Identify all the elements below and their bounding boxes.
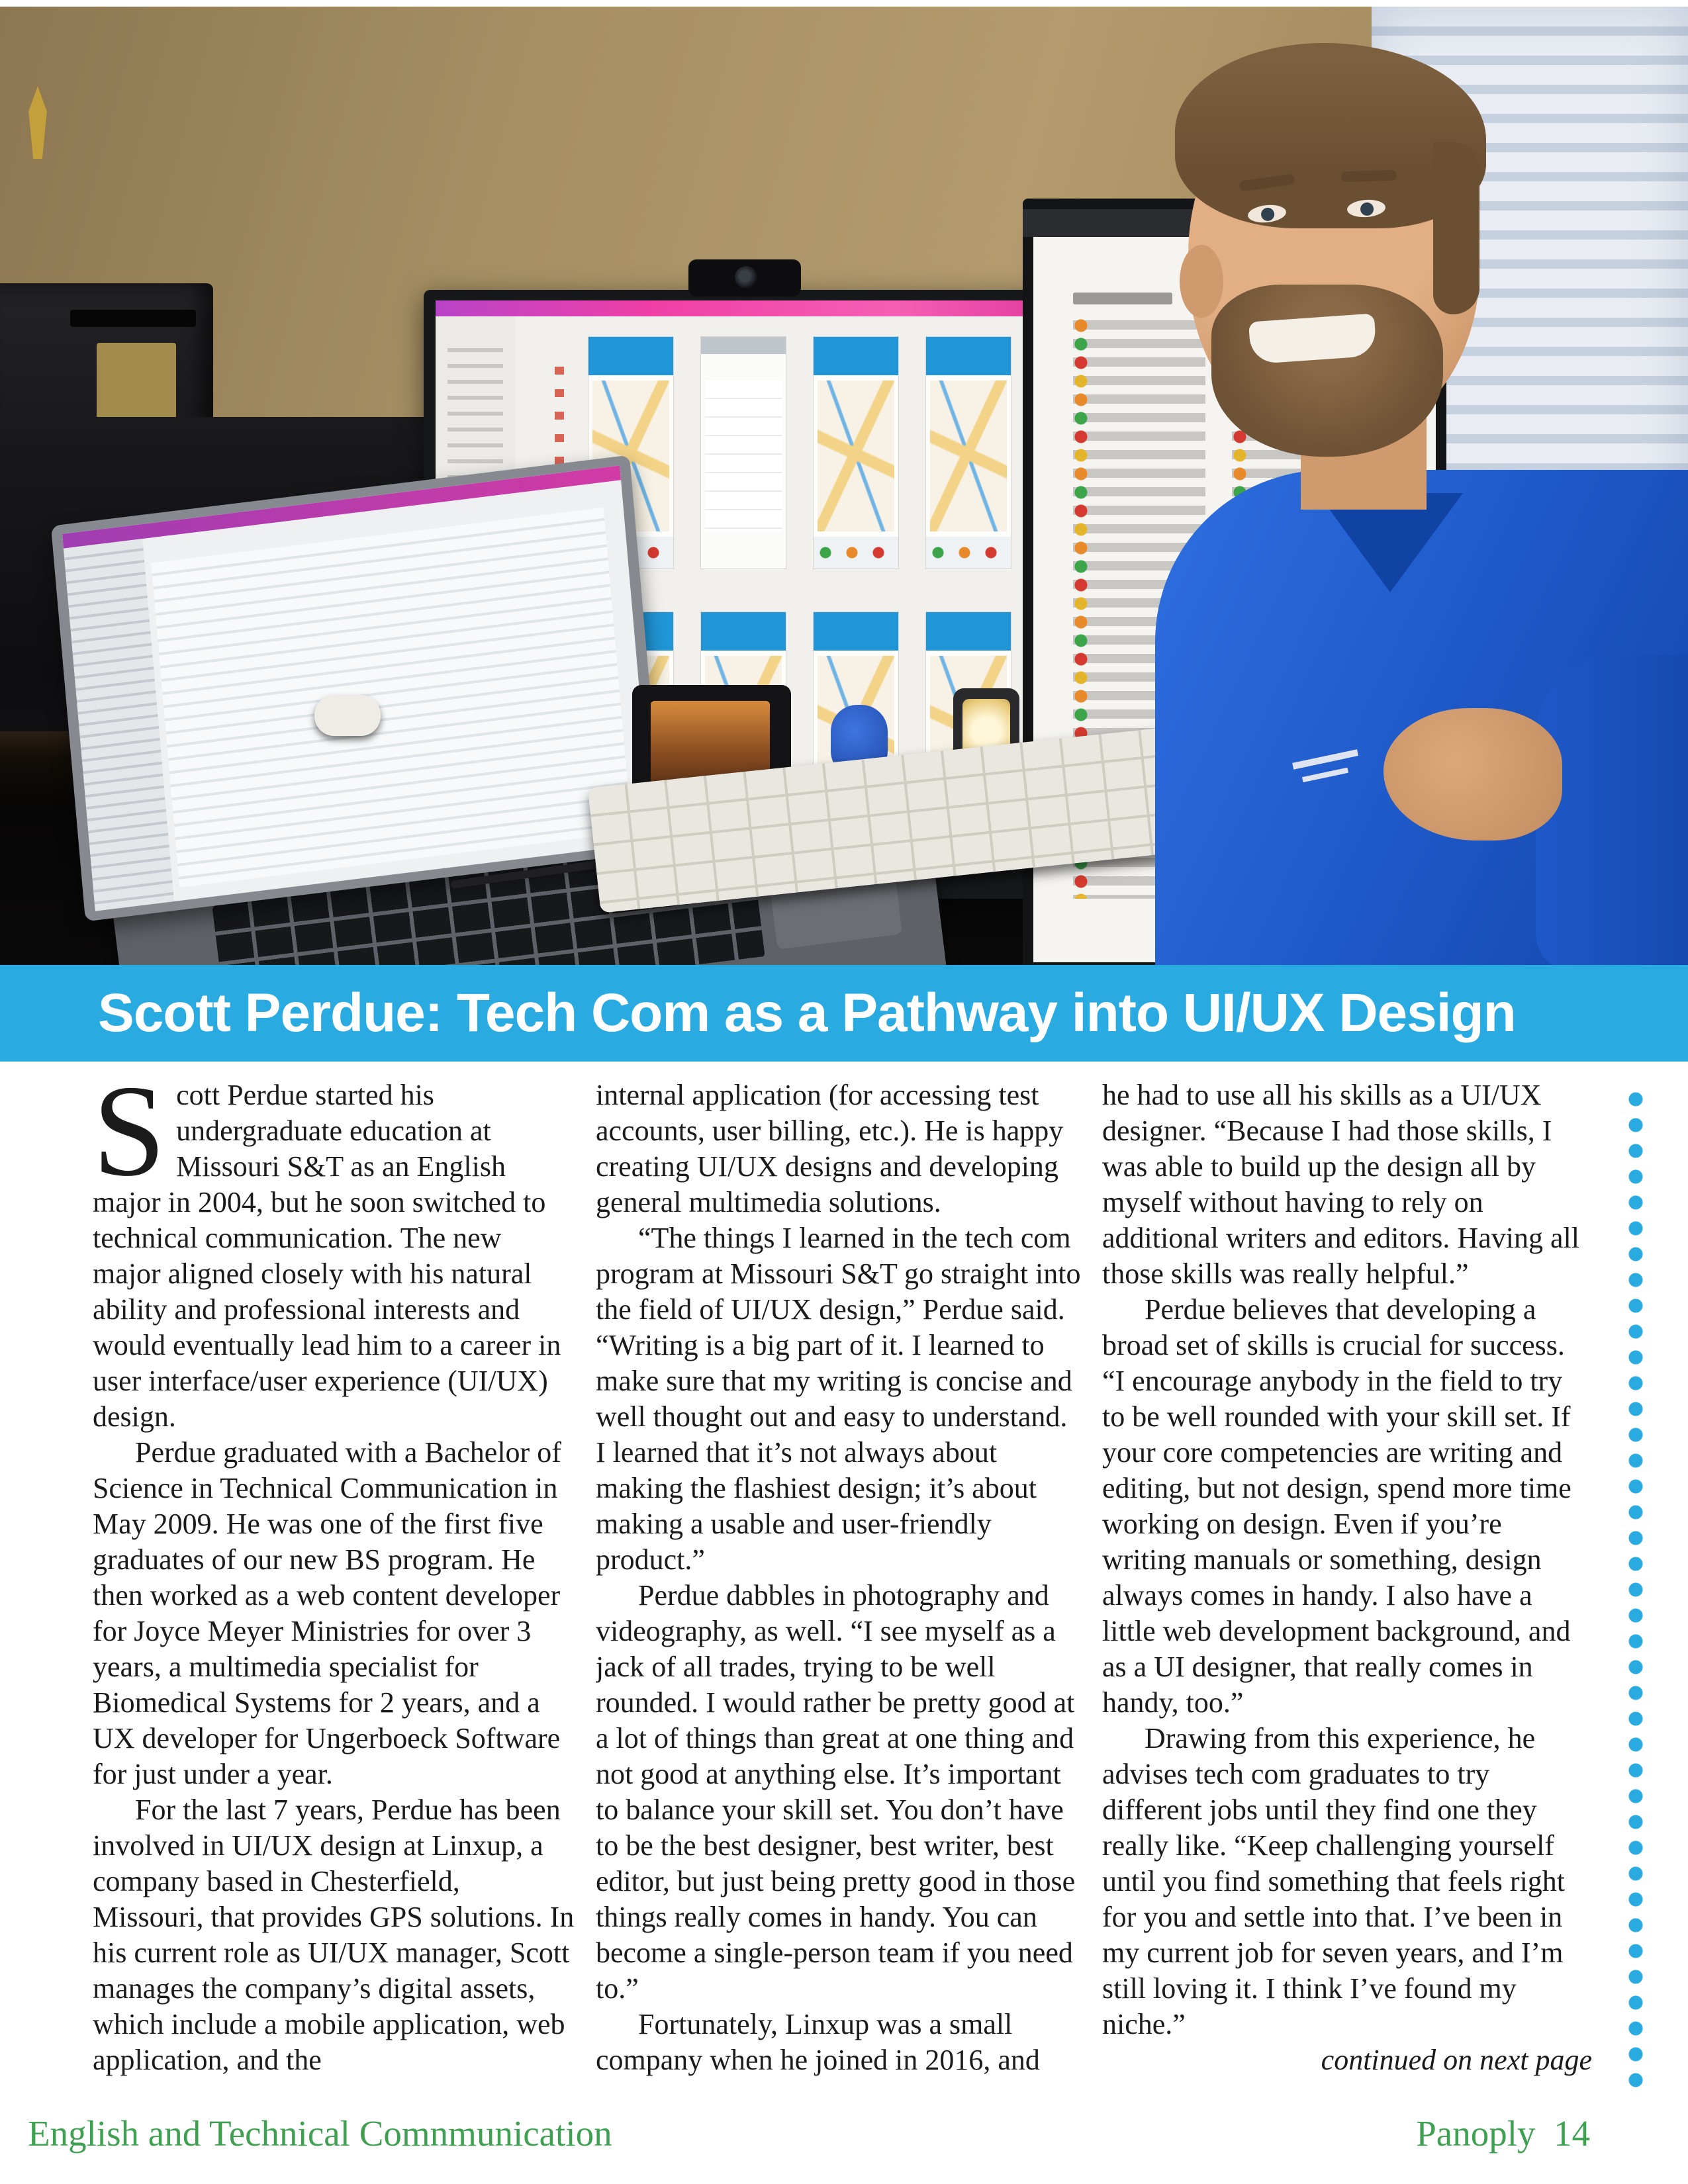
paragraph: he had to use all his skills as a UI/UX designer. “Because I had those skills, I was able to build up the design all by myself without having to rely on additional writers and editors. Having all those skills was really helpful.” [1102, 1079, 1579, 1290]
earbuds-case [314, 695, 381, 736]
continued-note: continued on next page [1321, 2044, 1592, 2076]
paragraph: Drawing from this experience, he advises tech com graduates to try different jobs until they find one they really like. “Keep challenging yourself until you find something that feels right for you and settle into that. I’ve been in my current job for seven years, and I’m still loving it. I think I’ve found my niche.” [1102, 1722, 1566, 2040]
alerts-key-heading [1073, 293, 1172, 304]
paragraph: Fortunately, Linxup was a small company when he joined in 2016, and [596, 2008, 1040, 2076]
phone-mockup [925, 336, 1011, 569]
ear [1180, 245, 1223, 318]
page-footer [0, 2113, 1688, 2154]
title-banner [0, 965, 1688, 1062]
beard [1211, 285, 1443, 457]
drop-cap: S [93, 1077, 166, 1203]
printer-slot [70, 310, 196, 327]
paragraph: For the last 7 years, Perdue has been involved in UI/UX design at Linxup, a company based in Chesterfield, Missouri, that provides GPS solutions. In his current role as UI/UX manager, Scott manages the company’s digital assets, which include a mobile application, web application, and the [93, 1794, 575, 2076]
paragraph: Perdue graduated with a Bachelor of Science in Technical Communication in May 2009. He was one of the first five graduates of our new BS program. He then worked as a web content developer for Joyce Meyer Ministries for over 3 years, a multimedia specialist for Biomedical Systems for 2 years, and a UX developer for Ungerboeck Software for just under a year. [93, 1436, 561, 1790]
laptop-screen [51, 455, 664, 921]
phone-mockup [813, 336, 899, 569]
lead-text: cott Perdue started his undergraduate education at Missouri S&T as an English major in 2004, but he soon switched to technical communication. The new major aligned closely with his natural ability and professional interests and would eventually lead him to a career in user interface/user experience (UI/UX) design. [93, 1079, 561, 1433]
laptop-screen-content [62, 465, 653, 911]
feature-photo [0, 7, 1688, 965]
paragraph: internal application (for accessing test accounts, user billing, etc.). He is happy creating UI/UX designs and developing general multimedia solutions. [596, 1079, 1064, 1218]
scott-perdue-arm [1536, 655, 1688, 965]
article-column-2 [596, 1077, 1082, 2100]
design-app-titlebar [436, 300, 1051, 316]
article-column-3 [1102, 1077, 1592, 2100]
webcam [688, 259, 801, 296]
dotted-divider [1627, 1091, 1644, 2091]
printer-note [97, 343, 176, 429]
laptop-file-list [151, 508, 632, 887]
paragraph: “The things I learned in the tech com program at Missouri S&T go straight into the field of UI/UX design,” Perdue said. “Writing is a big part of it. I learned to make sure that my writing is concise and well thought out and easy to understand. I learned that it’s not always about making the flashiest design; it’s about making a usable and user-friendly product.” [596, 1222, 1081, 1576]
paragraph-lead [93, 1077, 576, 1435]
footer-page-number: Panoply 14 [1416, 2113, 1590, 2154]
article-column-1 [93, 1077, 576, 2100]
paragraph: Perdue believes that developing a broad set of skills is crucial for success. “I encourage anybody in the field to try to be well rounded with your skill set. If your core competencies are writing and editing, but not design, spend more time working on design. Even if you’re writing manuals or something, design always comes in handy. I also have a little web development background, and as a UI designer, that really comes in handy, too.” [1102, 1293, 1571, 1719]
article-body [93, 1077, 1592, 2100]
footer-department: English and Technical Comnmunication [28, 2113, 612, 2154]
paragraph: Perdue dabbles in photography and videography, as well. “I see myself as a jack of all trades, trying to be well rounded. I would rather be pretty good at a lot of things than great at one thing and not good at anything else. It’s important to balance your skill set. You don’t have to be the best designer, best writer, best editor, but just being pretty good in those things really comes in handy. You can become a single-person team if you need to.” [596, 1579, 1076, 2005]
right-eyebrow [1341, 170, 1397, 183]
page-title: Scott Perdue: Tech Com as a Pathway into UI/UX Design [98, 983, 1516, 1043]
